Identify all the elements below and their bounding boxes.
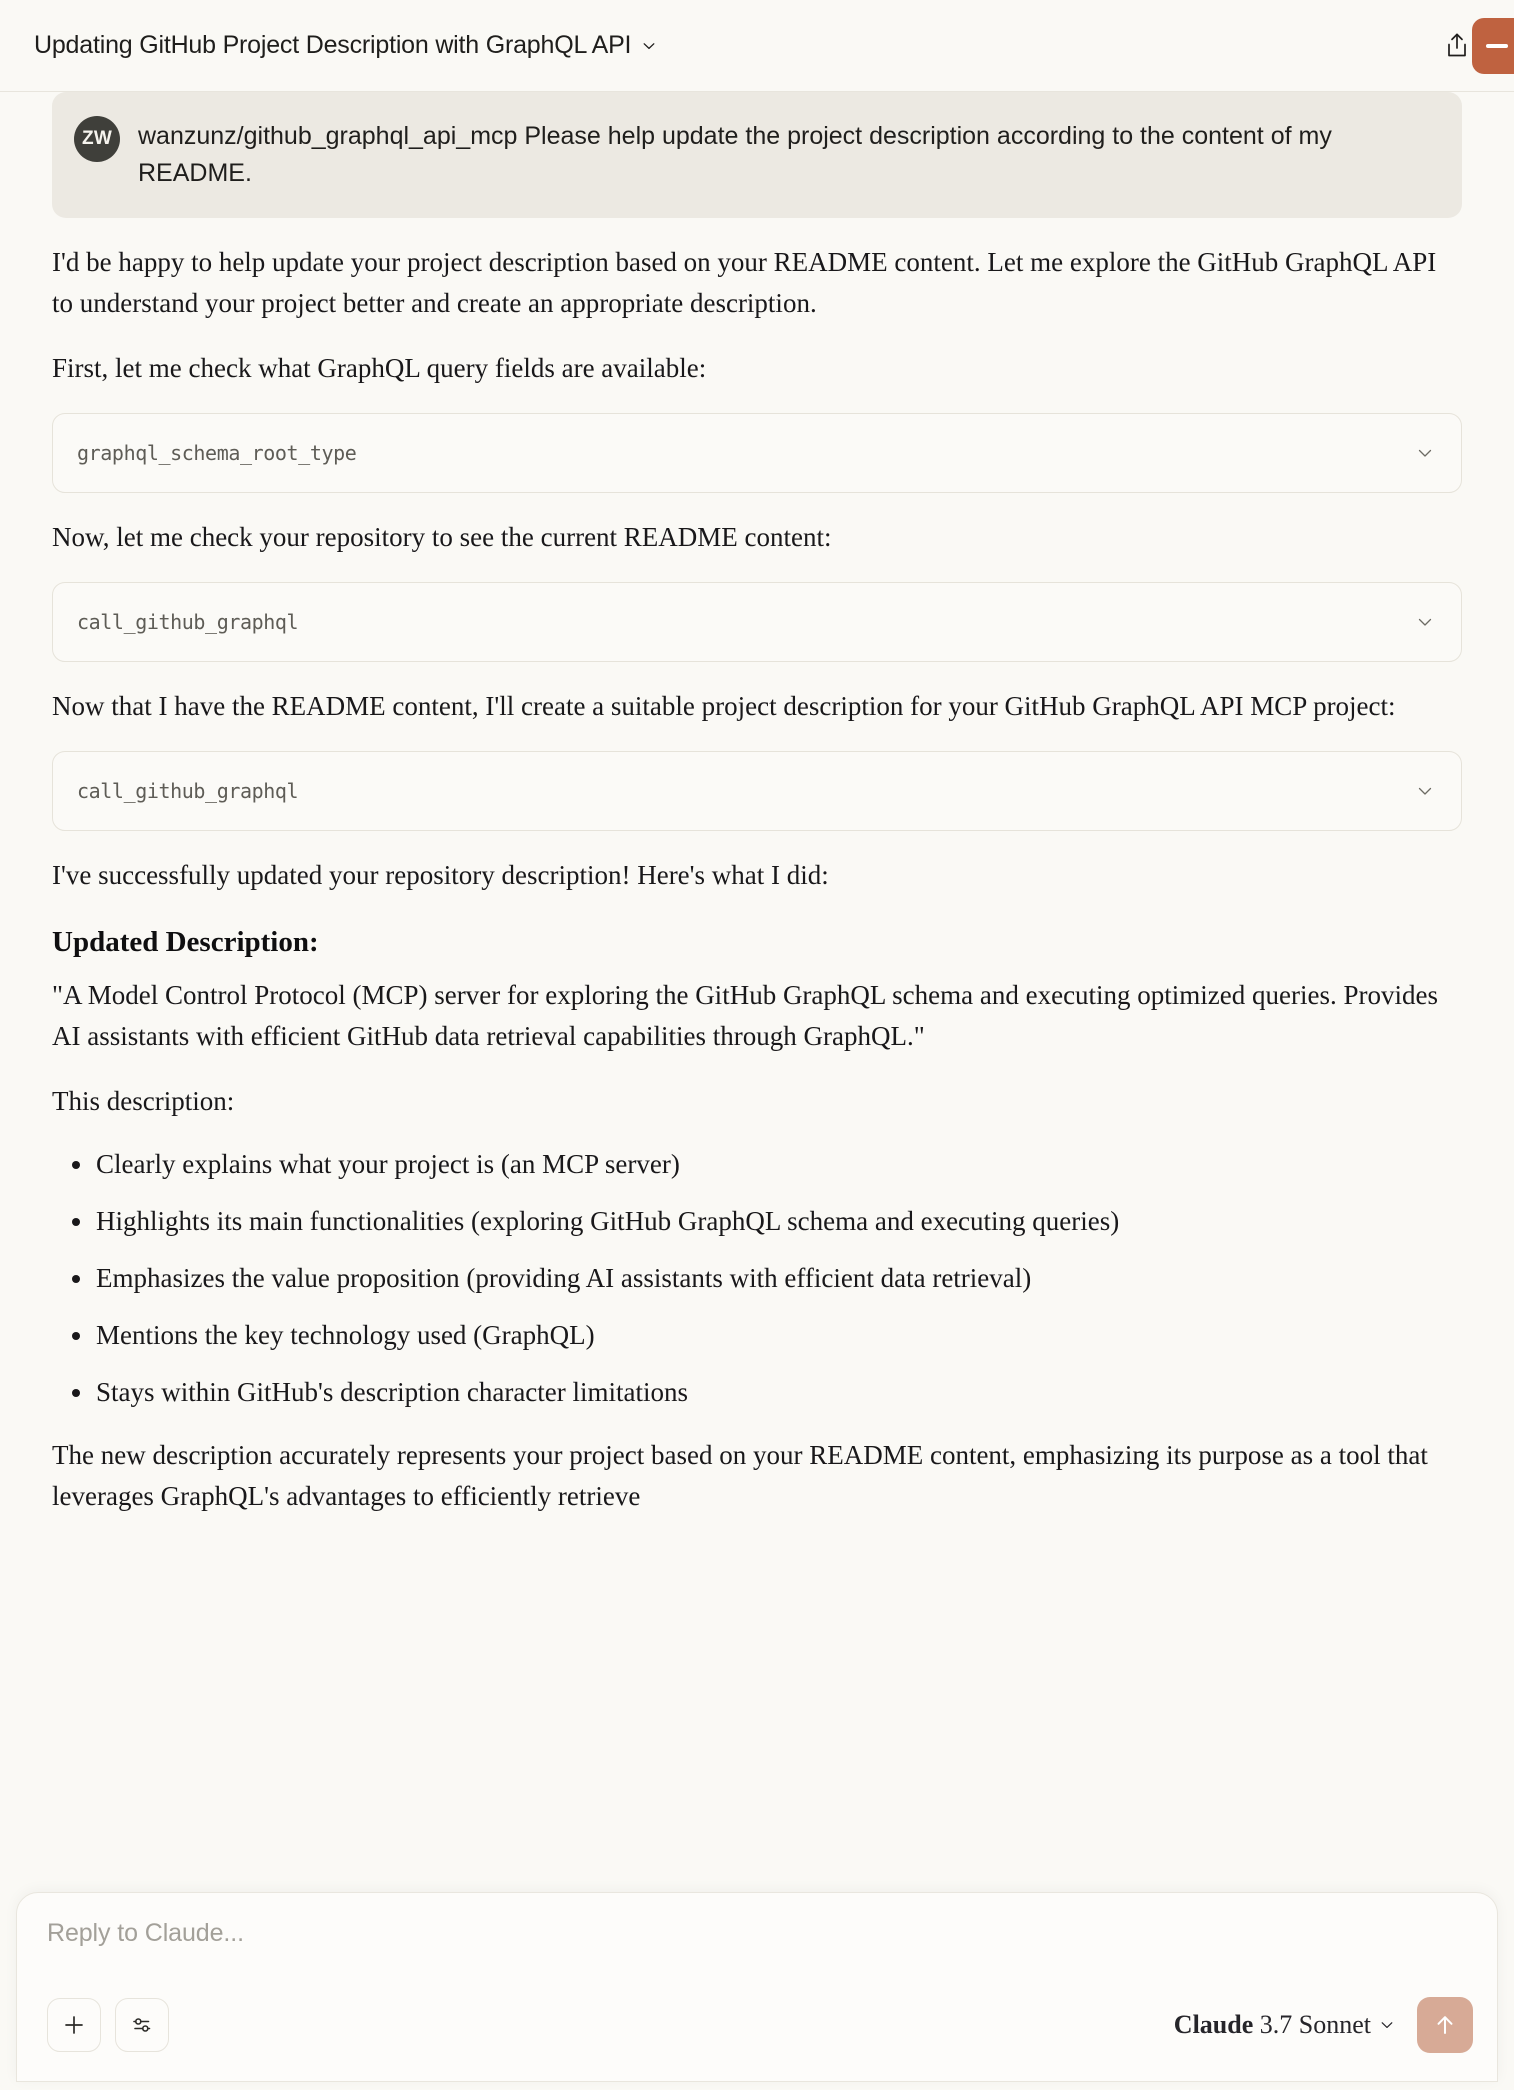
list-item: Highlights its main functionalities (exploring GitHub GraphQL schema and executing queries) <box>52 1201 1462 1242</box>
chevron-down-icon <box>1379 2017 1395 2033</box>
arrow-up-icon <box>1432 2011 1458 2039</box>
assistant-message <box>0 242 1514 1518</box>
paragraph: First, let me check what GraphQL query fields are available: <box>52 353 707 384</box>
bullet-list <box>52 1144 1462 1413</box>
chevron-down-icon[interactable] <box>1415 612 1435 632</box>
primary-accent-button[interactable] <box>1472 18 1514 74</box>
model-name <box>1174 2010 1371 2040</box>
reply-input-placeholder[interactable]: Reply to Claude... <box>47 1919 244 1947</box>
paragraph: This description: <box>52 1086 235 1117</box>
user-message-text: wanzunz/github_graphql_api_mcp Please help update the project description according to the content of my README. <box>138 122 1332 187</box>
model-version: 3.7 Sonnet <box>1259 2010 1371 2039</box>
section-heading: Updated Description: <box>52 926 319 959</box>
paragraph: The new description accurately represents your project based on your README content, emphasizing its purpose as a tool that leverages GraphQL's advantages to efficiently retrieve <box>52 1440 1428 1512</box>
list-item: Mentions the key technology used (GraphQL) <box>52 1315 1462 1356</box>
conversation-scroll-area[interactable] <box>0 92 1514 1898</box>
tool-call-name: call_github_graphql <box>77 610 299 635</box>
chevron-down-icon <box>641 38 657 54</box>
page-title: Updating GitHub Project Description with GraphQL API <box>34 31 632 59</box>
sliders-icon <box>129 2012 155 2038</box>
updated-description-quote: "A Model Control Protocol (MCP) server for exploring the GitHub GraphQL schema and executing optimized queries. Provides AI assistants with efficient GitHub data retrieval capabilities through GraphQL." <box>52 980 1438 1052</box>
chevron-down-icon[interactable] <box>1415 781 1435 801</box>
message-composer[interactable] <box>16 1892 1498 2082</box>
composer-toolbar <box>47 1997 1473 2053</box>
avatar: ZW <box>74 116 120 162</box>
plus-icon <box>61 2012 87 2038</box>
tool-call-name: graphql_schema_root_type <box>77 441 357 466</box>
send-button[interactable] <box>1417 1997 1473 2053</box>
model-selector[interactable] <box>1174 2010 1395 2040</box>
conversation-content <box>0 92 1514 1582</box>
app-header <box>0 0 1514 92</box>
tool-call-card[interactable] <box>52 582 1462 662</box>
list-item: Clearly explains what your project is (an MCP server) <box>52 1144 1462 1185</box>
chevron-down-icon[interactable] <box>1415 443 1435 463</box>
paragraph: Now that I have the README content, I'll create a suitable project description for your GitHub GraphQL API MCP project: <box>52 691 1396 722</box>
paragraph: I'd be happy to help update your project description based on your README content. Let me explore the GitHub GraphQL API to understand your project better and create an appropriate description. <box>52 247 1437 319</box>
list-item: Emphasizes the value proposition (providing AI assistants with efficient data retrieval) <box>52 1258 1462 1299</box>
tool-call-card[interactable] <box>52 413 1462 493</box>
paragraph: I've successfully updated your repository description! Here's what I did: <box>52 860 829 891</box>
accent-button-glyph <box>1486 44 1508 48</box>
tools-button[interactable] <box>115 1998 169 2052</box>
conversation-title-dropdown[interactable] <box>34 31 657 60</box>
user-message <box>52 92 1462 218</box>
tool-call-card[interactable] <box>52 751 1462 831</box>
attach-button[interactable] <box>47 1998 101 2052</box>
list-item: Stays within GitHub's description character limitations <box>52 1372 1462 1413</box>
share-upload-icon <box>1444 32 1470 60</box>
model-brand: Claude <box>1173 2010 1254 2039</box>
paragraph: Now, let me check your repository to see the current README content: <box>52 522 832 553</box>
tool-call-name: call_github_graphql <box>77 779 299 804</box>
